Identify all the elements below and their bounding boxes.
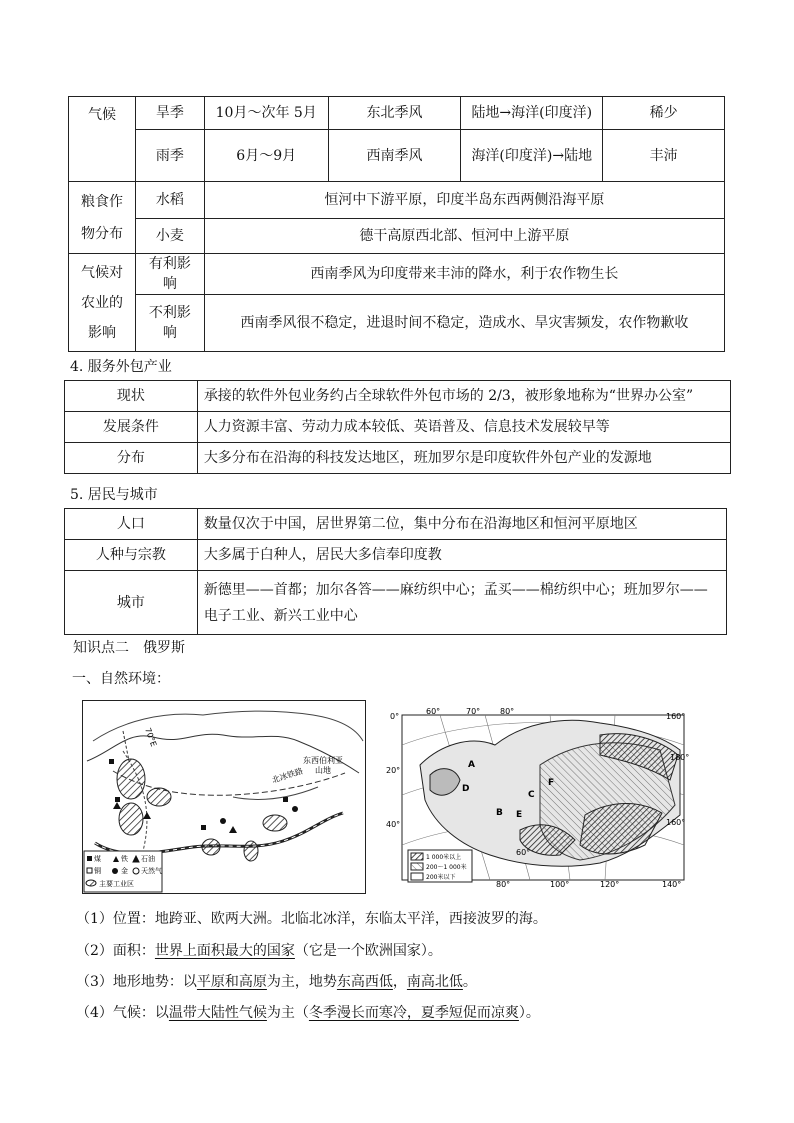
legend-copper: 铜 xyxy=(94,867,101,875)
s5-row2-key: 人种与宗教 xyxy=(65,540,198,571)
wheat-area: 德干高原西北部、恒河中上游平原 xyxy=(204,219,724,254)
map2-region-f: F xyxy=(548,778,555,788)
section4-title: 4. 服务外包产业 xyxy=(70,359,172,375)
rice-area: 恒河中下游平原，印度半岛东西两侧沿海平原 xyxy=(204,182,724,219)
point-terrain-mid2: ， xyxy=(392,974,407,990)
russia-terrain-map xyxy=(386,705,691,889)
s4-row1-value: 承接的软件外包业务约占全球软件外包市场的 2/3，被形象地称为“世界办公室” xyxy=(197,381,730,412)
knowledge2-title: 知识点二 俄罗斯 xyxy=(73,640,185,656)
map2-bottom-80: 80° xyxy=(496,880,511,889)
point-terrain-suffix: 。 xyxy=(462,974,477,990)
legend-iron: 铁 xyxy=(121,855,128,863)
map2-legend-high: 1 000米以上 xyxy=(426,854,462,861)
wet-season: 雨季 xyxy=(135,130,204,182)
point-climate-suffix: ）。 xyxy=(518,1005,540,1021)
s5-row2-value: 大多属于白种人，居民大多信奉印度教 xyxy=(197,540,726,571)
good-impact-name: 有利影响 xyxy=(135,254,204,295)
map2-right-160b: 160° xyxy=(666,818,686,827)
bad-impact-name: 不利影响 xyxy=(135,295,204,352)
wheat-name: 小麦 xyxy=(135,219,204,254)
russia-resources-map xyxy=(82,700,366,894)
map2-region-a: A xyxy=(468,760,475,770)
map2-lon-80: 80° xyxy=(500,707,515,716)
map2-right-160a: 160° xyxy=(666,712,686,721)
s5-row1-value: 数量仅次于中国，居世界第二位，集中分布在沿海地区和恒河平原地区 xyxy=(197,509,726,540)
s4-row3-value: 大多分布在沿海的科技发达地区，班加罗尔是印度软件外包产业的发源地 xyxy=(197,443,730,474)
terrain-map-svg xyxy=(386,705,691,889)
crops-label-line2: 物分布 xyxy=(80,225,123,242)
impact-label-line3: 影响 xyxy=(87,324,116,341)
dry-rain: 稀少 xyxy=(603,97,725,130)
legend-coal: 煤 xyxy=(94,855,101,863)
map1-railway-label: 北冰铁路 xyxy=(270,766,305,785)
residents-cities-table xyxy=(64,508,727,635)
crops-label-line1: 粮食作 xyxy=(80,193,123,210)
map2-region-e: E xyxy=(516,810,523,820)
india-table xyxy=(68,96,725,352)
s5-row3-key: 城市 xyxy=(65,571,198,635)
point-climate xyxy=(76,1002,540,1022)
map2-region-c: C xyxy=(528,790,535,800)
legend-industry: 主要工业区 xyxy=(99,880,134,888)
impact-label-line1: 气候对 xyxy=(80,264,123,281)
map2-legend-low: 200米以下 xyxy=(426,874,456,881)
s5-row3-line2: 电子工业、新兴工业中心 xyxy=(203,607,358,624)
climate-label: 气候 xyxy=(69,97,136,182)
point-terrain-u2: 东高西低 xyxy=(336,974,393,990)
map1-mountain-label1: 东西伯利亚 xyxy=(303,756,343,765)
point-climate-u2: 冬季漫长而寒冷，夏季短促而凉爽 xyxy=(308,1005,519,1021)
point-terrain-mid1: 为主，地势 xyxy=(266,974,337,990)
rice-name: 水稻 xyxy=(135,182,204,219)
map2-lon-70: 70° xyxy=(466,707,481,716)
point-area-prefix: （2）面积： xyxy=(76,943,155,959)
map2-lat-60: 60° xyxy=(516,848,531,857)
legend-oil: 石油 xyxy=(141,855,155,863)
point-terrain-prefix: （3）地形地势：以 xyxy=(76,974,197,990)
map1-mountain-label2: 山地 xyxy=(315,766,331,775)
legend-gas: 天然气 xyxy=(141,867,162,875)
wet-rain: 丰沛 xyxy=(603,130,725,182)
map2-bottom-140: 140° xyxy=(662,880,682,889)
dry-months: 10月～次年 5月 xyxy=(204,97,328,130)
point-location: （1）位置：地跨亚、欧两大洲。北临北冰洋，东临太平洋，西接波罗的海。 xyxy=(76,911,547,927)
s4-row2-key: 发展条件 xyxy=(65,412,198,443)
map2-lat-0: 0° xyxy=(390,712,400,721)
map2-lat-20: 20° xyxy=(386,766,401,775)
point-climate-u1: 温带大陆性气候 xyxy=(168,1005,267,1021)
map2-region-d: D xyxy=(462,784,470,794)
map2-region-b: B xyxy=(496,808,503,818)
wet-wind: 西南季风 xyxy=(328,130,461,182)
point-climate-prefix: （4）气候：以 xyxy=(76,1005,169,1021)
s5-row3-line1: 新德里——首都；加尔各答——麻纺织中心；孟买——棉纺织中心；班加罗尔—— xyxy=(203,581,708,598)
bad-impact-text: 西南季风很不稳定，进退时间不稳定，造成水、旱灾害频发，农作物歉收 xyxy=(204,295,724,352)
wet-months: 6月～9月 xyxy=(204,130,328,182)
point-area xyxy=(76,940,442,960)
map2-lat-40: 40° xyxy=(386,820,401,829)
map2-bottom-100: 100° xyxy=(550,880,570,889)
impact-label-line2: 农业的 xyxy=(80,294,123,311)
point-terrain-u1: 平原和高原 xyxy=(196,974,267,990)
dry-direction: 陆地→海洋(印度洋) xyxy=(461,97,603,130)
point-terrain-u3: 南高北低 xyxy=(406,974,463,990)
service-outsourcing-table xyxy=(64,380,731,474)
point-area-suffix: （它是一个欧洲国家）。 xyxy=(294,943,442,959)
s4-row1-key: 现状 xyxy=(65,381,198,412)
map1-meridian-label: 70°E xyxy=(143,726,159,748)
dry-season: 旱季 xyxy=(135,97,204,130)
impact-label xyxy=(69,254,136,352)
map2-lon-60: 60° xyxy=(426,707,441,716)
s5-row1-key: 人口 xyxy=(65,509,198,540)
section5-title: 5. 居民与城市 xyxy=(70,487,158,503)
resources-map-svg xyxy=(83,701,365,893)
point-area-underlined: 世界上面积最大的国家 xyxy=(154,943,295,959)
crops-label xyxy=(69,182,136,254)
s4-row2-value: 人力资源丰富、劳动力成本较低、英语普及、信息技术发展较早等 xyxy=(197,412,730,443)
wet-direction: 海洋(印度洋)→陆地 xyxy=(461,130,603,182)
point-climate-mid: 为主（ xyxy=(266,1005,309,1021)
map2-legend-mid: 200～1 000米 xyxy=(426,864,467,871)
nature-title: 一、自然环境： xyxy=(72,671,170,687)
dry-wind: 东北季风 xyxy=(328,97,461,130)
s4-row3-key: 分布 xyxy=(65,443,198,474)
s5-row3-value xyxy=(197,571,726,635)
map2-right-180: 180° xyxy=(670,753,690,762)
point-terrain xyxy=(76,971,477,991)
good-impact-text: 西南季风为印度带来丰沛的降水，利于农作物生长 xyxy=(204,254,724,295)
map2-bottom-120: 120° xyxy=(600,880,620,889)
legend-gold: 金 xyxy=(121,867,128,875)
